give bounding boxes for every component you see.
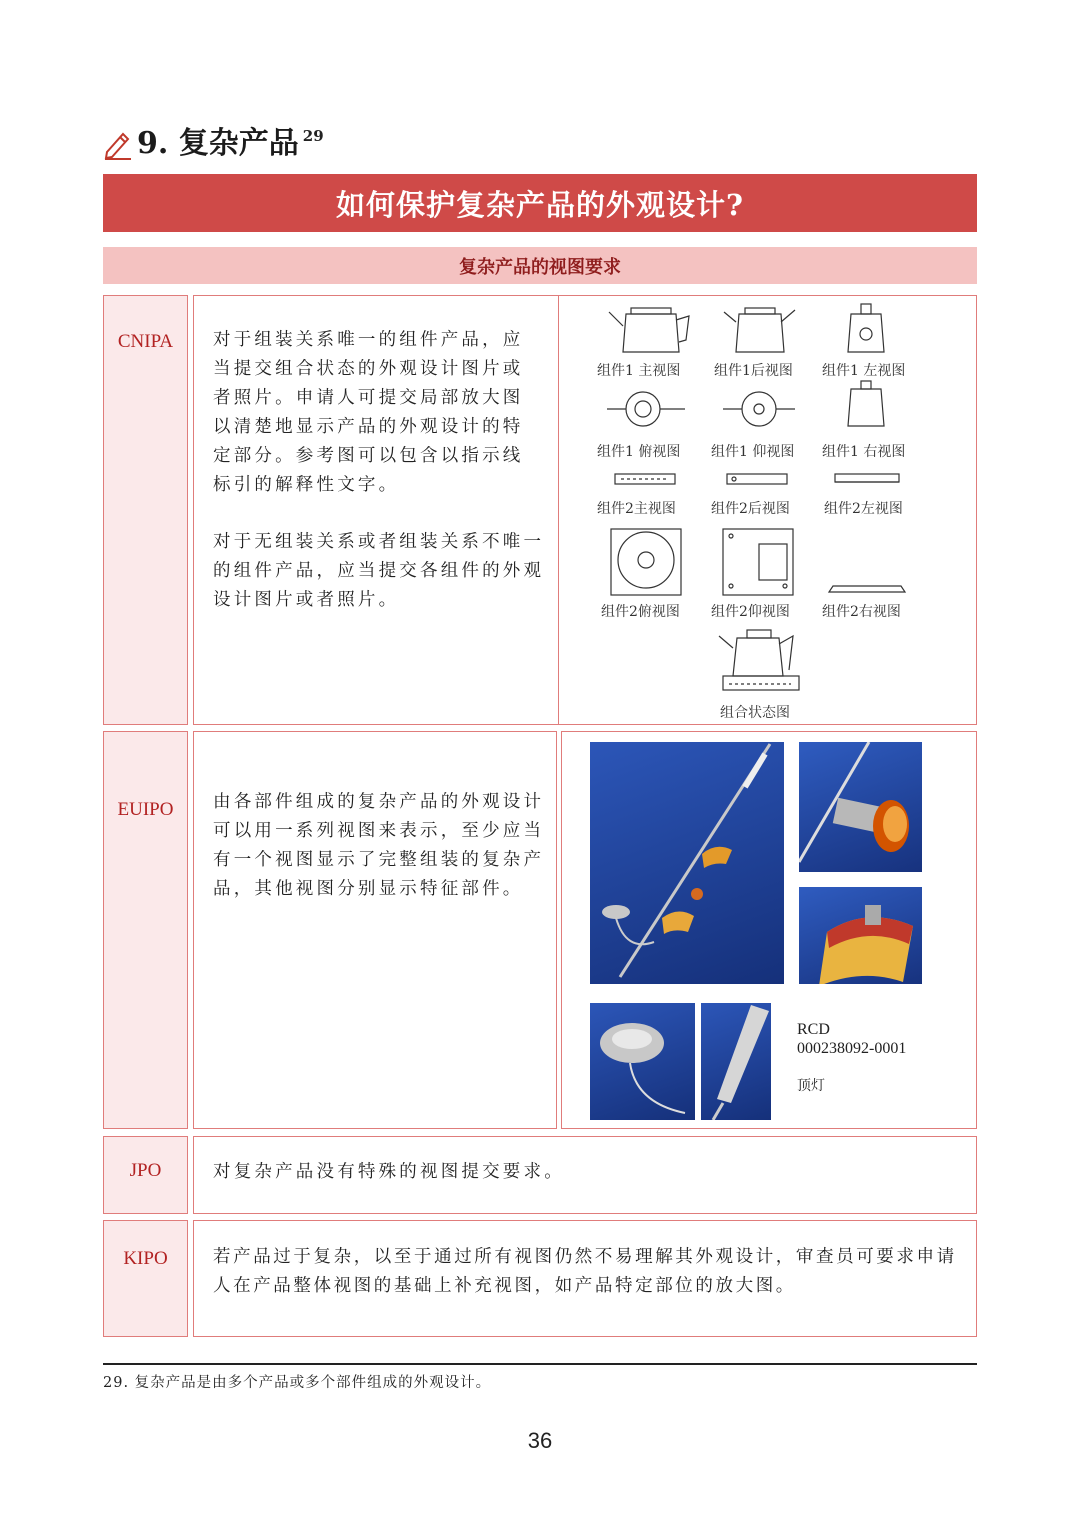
office-label-text: JPO <box>129 1160 162 1181</box>
office-label-kipo <box>103 1220 188 1337</box>
pencil-icon <box>103 128 133 160</box>
kettle-bottom-view <box>723 392 795 426</box>
view-caption: 组件1 右视图 <box>822 444 906 460</box>
lamp-photo-assembled <box>590 742 784 984</box>
page-number: 36 <box>527 1428 553 1453</box>
office-label-euipo <box>103 731 188 1129</box>
view-caption: 组合状态图 <box>720 705 790 721</box>
office-label-text: EUIPO <box>117 799 174 820</box>
office-label-text: KIPO <box>123 1248 168 1269</box>
base-top-view <box>611 529 681 595</box>
office-label-cnipa <box>103 295 188 725</box>
office-label-text: CNIPA <box>117 331 174 352</box>
euipo-paragraph: 由各部件组成的复杂产品的外观设计 可以用一系列视图来表示，至少应当 有一个视图显示了完整组装的复杂产 品，其他视图分别显示特征部件。 <box>213 792 545 899</box>
rcd-number: 000238092-0001 <box>797 1040 907 1057</box>
view-caption: 组件2后视图 <box>711 501 790 517</box>
view-caption: 组件1后视图 <box>714 363 793 379</box>
view-caption: 组件2主视图 <box>597 501 676 517</box>
view-caption: 组件1 主视图 <box>597 363 681 379</box>
footnote: 29. 复杂产品是由多个产品或多个部件组成的外观设计。 <box>103 1375 492 1391</box>
cnipa-figure-cell <box>558 295 977 725</box>
base-bottom-view <box>723 529 793 595</box>
product-name: 顶灯 <box>797 1078 825 1094</box>
base-back-view <box>727 474 787 484</box>
base-left-view <box>835 474 899 482</box>
kipo-paragraph: 若产品过于复杂，以至于通过所有视图仍然不易理解其外观设计，审查员可要求申请 人在产品整体视图的基础上补充视图，如产品特定部位的放大图。 <box>213 1247 957 1296</box>
view-caption: 组件2左视图 <box>824 501 903 517</box>
view-caption: 组件1 俯视图 <box>597 444 681 460</box>
kettle-right-view <box>848 381 884 426</box>
lamp-photo-shade <box>799 887 922 984</box>
footnote-reference: 29 <box>302 127 324 145</box>
section-title: 9. 复杂产品 <box>137 126 299 161</box>
office-label-jpo <box>103 1136 188 1214</box>
view-caption: 组件2俯视图 <box>601 604 680 620</box>
footnote-divider <box>103 1363 977 1365</box>
lamp-photo-spotlight <box>799 742 922 872</box>
rcd-label: RCD <box>797 1021 830 1038</box>
cnipa-paragraph-2: 对于无组装关系或者组装关系不唯一 的组件产品，应当提交各组件的外观 设计图片或者照片。 <box>213 532 545 610</box>
section-heading <box>103 122 324 166</box>
base-front-view <box>615 474 675 484</box>
banner-title: 如何保护复杂产品的外观设计? <box>103 174 977 232</box>
kettle-back-view <box>724 308 795 352</box>
assembled-kettle-view <box>719 630 799 690</box>
lamp-photo-bracket <box>701 1003 771 1120</box>
cnipa-paragraph-1: 对于组装关系唯一的组件产品，应 当提交组合状态的外观设计图片或 者照片。申请人可提交局部放大图 以清楚地显示产品的外观设计的特 定部分。参考图可以包含以指示线 标引的解释性文字。 <box>213 330 524 495</box>
base-right-view <box>829 586 905 592</box>
view-caption: 组件2仰视图 <box>711 604 790 620</box>
jpo-paragraph: 对复杂产品没有特殊的视图提交要求。 <box>213 1162 565 1182</box>
kettle-top-view <box>607 392 685 426</box>
table-subheader: 复杂产品的视图要求 <box>103 247 977 284</box>
view-caption: 组件1 左视图 <box>822 363 906 379</box>
lamp-photo-disc <box>590 1003 695 1120</box>
kettle-left-view <box>848 304 884 352</box>
kettle-front-view <box>609 308 689 352</box>
view-caption: 组件2右视图 <box>822 604 901 620</box>
view-caption: 组件1 仰视图 <box>711 444 795 460</box>
